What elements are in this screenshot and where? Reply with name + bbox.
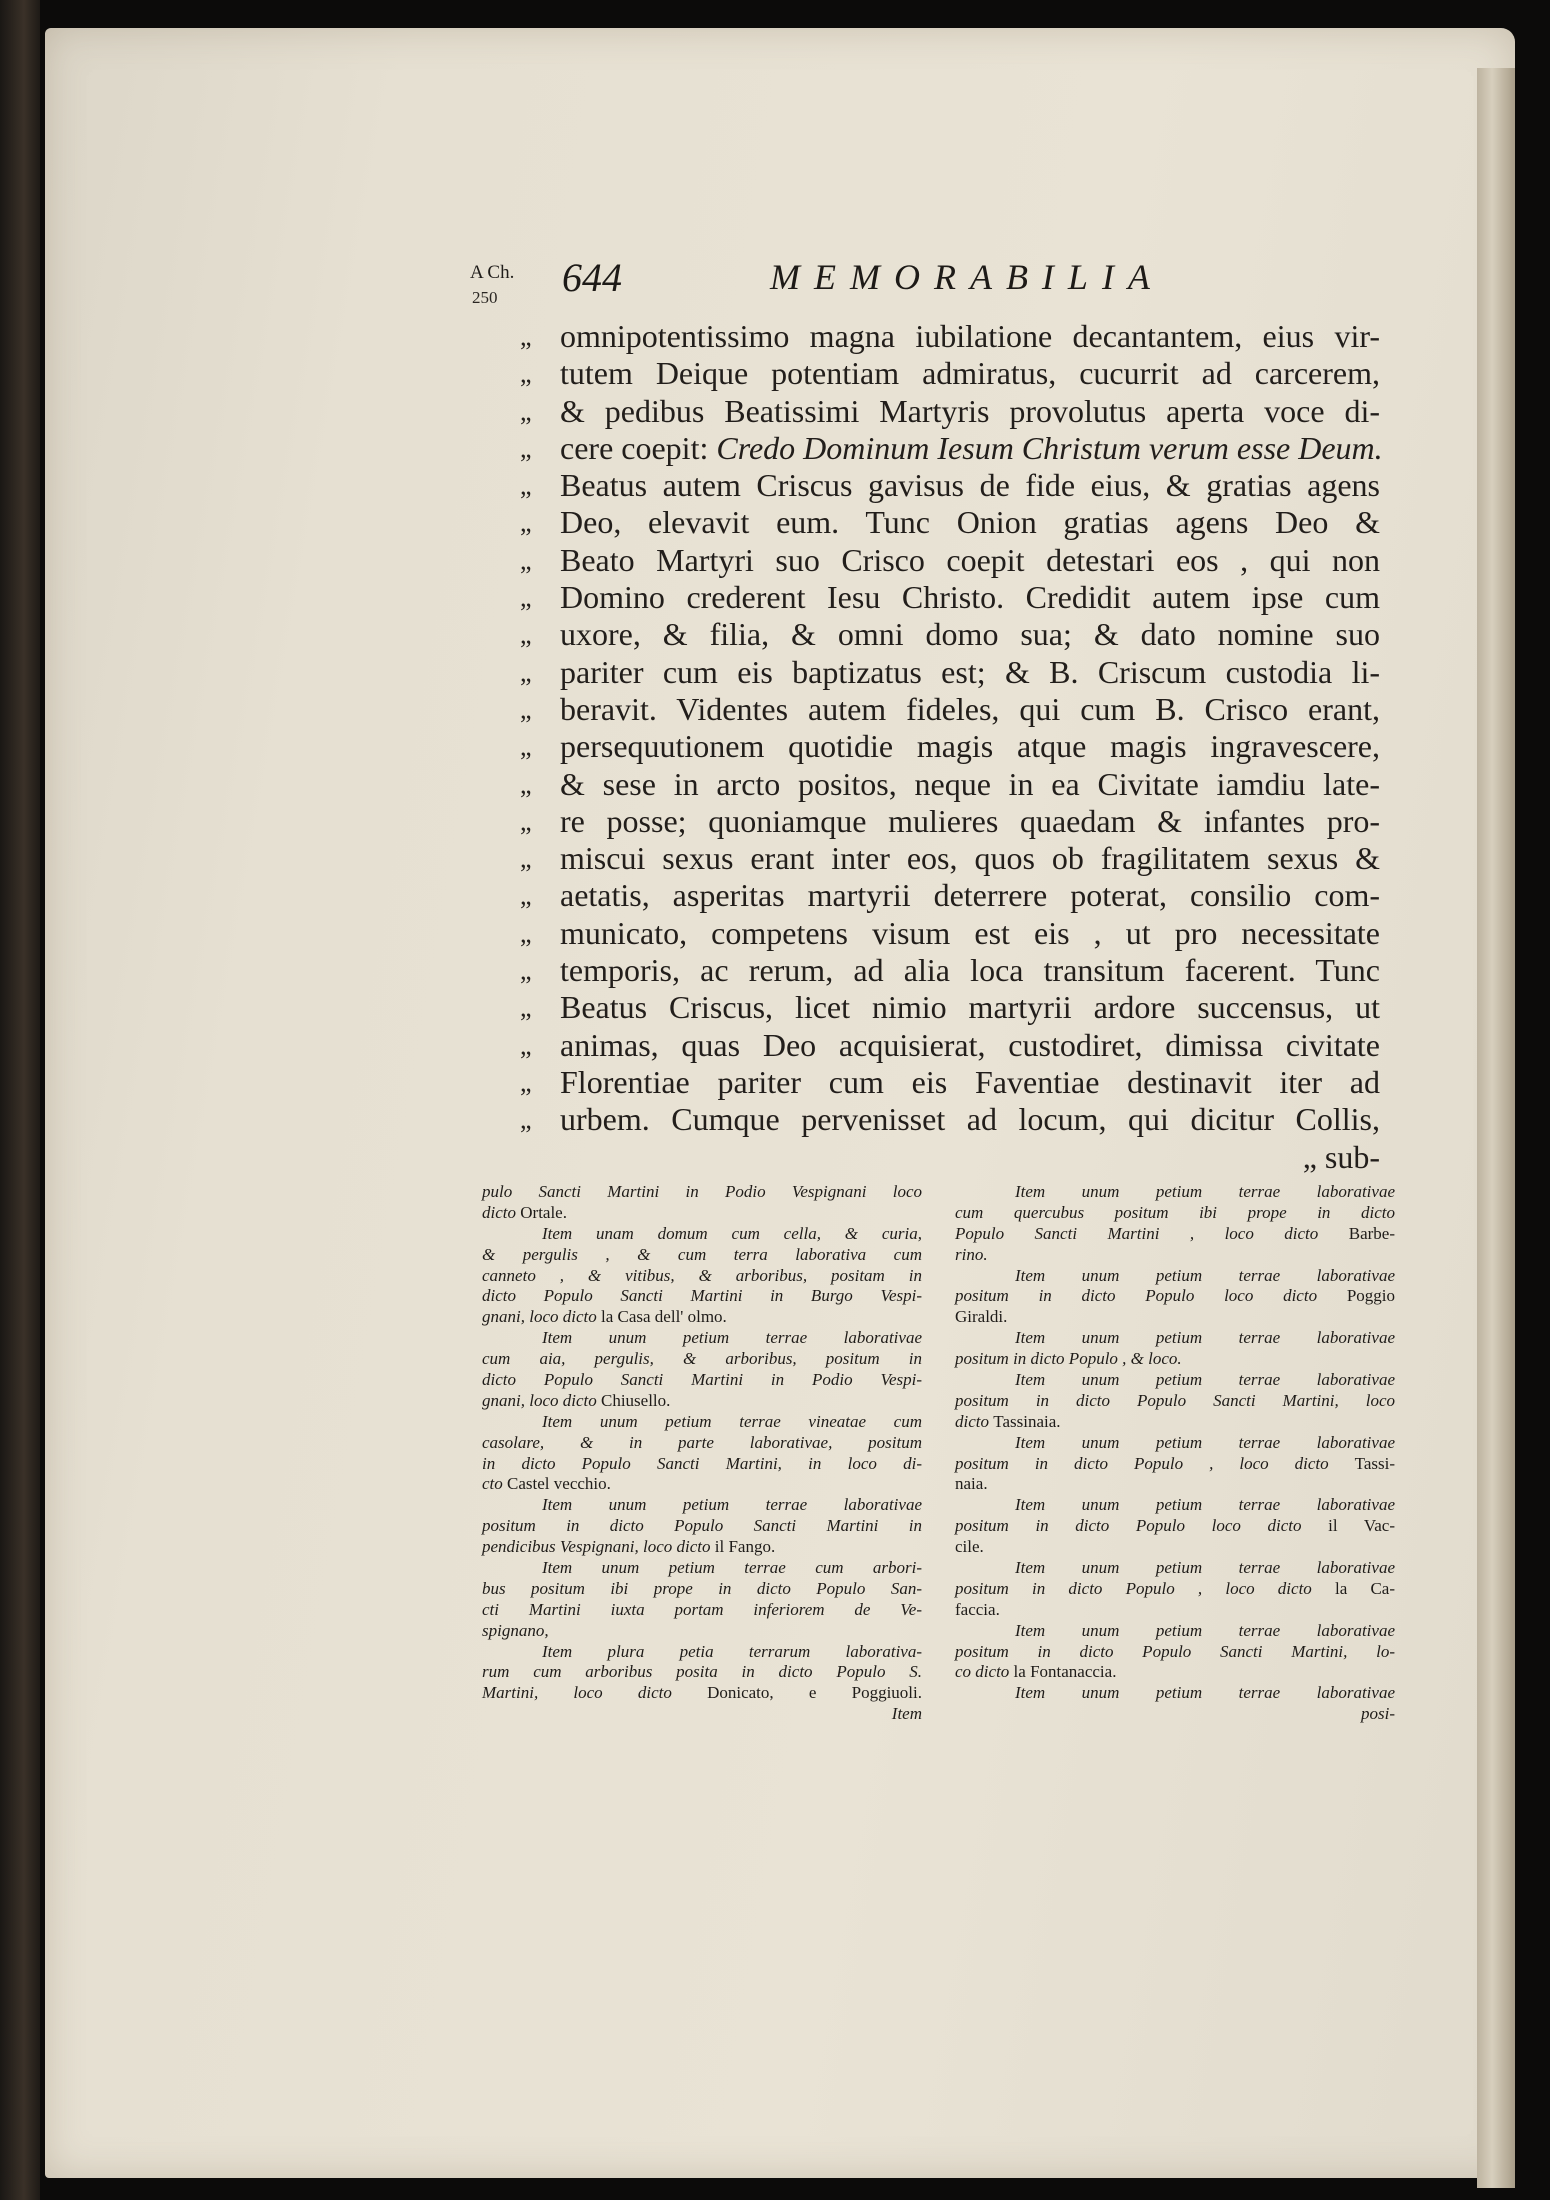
- place-name: il Fango.: [714, 1537, 776, 1557]
- footnote-line: [482, 1495, 922, 1516]
- line-text: Beato Martyri suo Crisco coepit detestari eos , qui non: [560, 541, 1380, 578]
- line-text: pariter cum eis baptizatus est; & B. Criscum custodia li-: [560, 653, 1380, 690]
- footnote-line: [955, 1642, 1395, 1663]
- footnote-text: positum in dicto Populo Sancti Martini in: [482, 1516, 922, 1536]
- footnote-line: [955, 1224, 1395, 1245]
- place-name: Tassi-: [1354, 1453, 1395, 1473]
- footnote-text: Item unum petium terrae cum arbori-: [542, 1558, 922, 1578]
- footnote-text: dicto Populo Sancti Martini in Podio Vespi-: [482, 1370, 922, 1390]
- footnote-line: [482, 1642, 922, 1663]
- footnote-line: [482, 1203, 922, 1224]
- footnote-text: dicto Populo Sancti Martini in Burgo Vespi-: [482, 1286, 922, 1306]
- quote-mark: „: [520, 322, 532, 351]
- footnote-line: [955, 1516, 1395, 1537]
- quote-mark: „: [520, 433, 532, 463]
- footnote-line: [955, 1307, 1395, 1328]
- footnote-line: [482, 1286, 922, 1307]
- line-text: Beatus Criscus, licet nimio martyrii ardore succensus, ut: [560, 989, 1380, 1026]
- next-page-edge: [1477, 68, 1515, 2188]
- footnote-line: [955, 1662, 1395, 1683]
- place-name: Poggio: [1346, 1286, 1395, 1306]
- main-text-line: [520, 393, 1380, 430]
- main-text-line: [520, 728, 1380, 765]
- footnote-line: [482, 1662, 922, 1683]
- footnote-line: [955, 1328, 1395, 1349]
- main-text-line: [520, 877, 1380, 914]
- line-text: persequutionem quotidie magis atque magis ingravescere,: [560, 728, 1380, 765]
- line-text: omnipotentissimo magna iubilatione decantantem, eius vir-: [560, 318, 1380, 354]
- footnote-line: [955, 1286, 1395, 1307]
- footnote-text: rum cum arboribus posita in dicto Populo S.: [482, 1662, 922, 1682]
- footnote-text: Item unum petium terrae laborativae: [1015, 1182, 1395, 1201]
- place-name: naia.: [955, 1474, 988, 1494]
- line-text: tutem Deique potentiam admiratus, cucurrit ad carcerem,: [560, 355, 1380, 392]
- line-text: animas, quas Deo acquisierat, custodiret, dimissa civitate: [560, 1026, 1380, 1063]
- footnote-text: gnani, loco dicto: [482, 1390, 601, 1410]
- main-text-line: [520, 1064, 1380, 1101]
- italic-quotation: Credo Dominum Iesum Christum verum esse Deum.: [716, 429, 1383, 466]
- footnote-line: [955, 1579, 1395, 1600]
- footnote-line: [482, 1412, 922, 1433]
- footnote-line: [482, 1224, 922, 1245]
- footnote-text: Martini, loco dicto: [482, 1683, 708, 1703]
- quote-mark: „: [520, 657, 532, 687]
- quote-mark: „: [520, 1067, 532, 1097]
- footnote-line: [482, 1683, 922, 1704]
- footnote-text: cum quercubus positum ibi prope in dicto: [955, 1202, 1395, 1222]
- footnote-text: Item unum petium terrae laborativae: [542, 1495, 922, 1515]
- quote-mark: „: [520, 732, 532, 762]
- footnote-text: in dicto Populo Sancti Martini, in loco di-: [482, 1453, 922, 1473]
- footnote-text: positum in dicto Populo Sancti Martini, lo-: [955, 1641, 1395, 1661]
- place-name: Tassinaia.: [993, 1411, 1061, 1431]
- main-text-line: [520, 467, 1380, 504]
- quote-mark: „: [520, 956, 532, 986]
- main-text-line: [520, 952, 1380, 989]
- quote-mark: „: [520, 583, 532, 613]
- footnote-text: Item unum petium terrae laborativae: [1015, 1265, 1395, 1285]
- place-name: Chiusello.: [600, 1390, 671, 1410]
- footnote-line: [955, 1454, 1395, 1475]
- main-text-line: [520, 803, 1380, 840]
- line-text: temporis, ac rerum, ad alia loca transitum facerent. Tunc: [560, 952, 1380, 989]
- footnote-line: [482, 1621, 922, 1642]
- quote-mark: „: [520, 359, 532, 389]
- place-name: cile.: [955, 1537, 984, 1557]
- main-text-line: [520, 1101, 1380, 1138]
- main-text-line: [520, 654, 1380, 691]
- quote-mark: „: [520, 806, 532, 836]
- footnote-text: bus positum ibi prope in dicto Populo San-: [482, 1578, 922, 1598]
- page-number: 644: [562, 255, 622, 300]
- quote-mark: „: [520, 694, 532, 724]
- footnote-catchword: [482, 1704, 922, 1725]
- footnote-text: posi-: [1361, 1704, 1395, 1724]
- quote-mark: „: [520, 881, 532, 911]
- footnote-text: cum aia, pergulis, & arboribus, positum in: [482, 1349, 922, 1369]
- main-text-line: [520, 915, 1380, 952]
- footnote-line: [482, 1558, 922, 1579]
- footnote-text: Item unam domum cum cella, & curia,: [542, 1223, 922, 1243]
- place-name: Donicato, e Poggiuoli.: [707, 1683, 922, 1703]
- footnotes-left-column: [482, 1182, 922, 1725]
- footnote-text: rino.: [955, 1244, 988, 1264]
- footnote-catchword: [955, 1704, 1395, 1725]
- place-name: Ortale.: [520, 1202, 567, 1222]
- footnote-text: positum in dicto Populo , loco dicto: [955, 1578, 1335, 1598]
- main-text-line: [520, 504, 1380, 541]
- footnote-line: [955, 1245, 1395, 1266]
- footnote-text: positum in dicto Populo , loco dicto: [955, 1453, 1355, 1473]
- line-text: Domino crederent Iesu Christo. Credidit autem ipse cum: [560, 579, 1380, 616]
- main-text-line: [520, 766, 1380, 803]
- footnote-line: [955, 1182, 1395, 1203]
- footnote-line: [955, 1266, 1395, 1287]
- footnote-text: casolare, & in parte laborativae, positum: [482, 1432, 922, 1452]
- quote-mark: „: [520, 993, 532, 1023]
- quote-mark: „: [520, 471, 532, 501]
- footnote-line: [482, 1454, 922, 1475]
- footnote-line: [482, 1370, 922, 1391]
- footnote-text: Item unum petium terrae laborativae: [1015, 1558, 1395, 1578]
- footnote-text: Item plura petia terrarum laborativa-: [542, 1641, 922, 1661]
- main-text-line: [520, 691, 1380, 728]
- quote-mark: „: [520, 620, 532, 650]
- footnote-line: [482, 1600, 922, 1621]
- footnote-text: positum in dicto Populo , & loco.: [955, 1349, 1182, 1369]
- quote-mark: „: [520, 508, 532, 538]
- footnote-text: cti Martini iuxta portam inferiorem de Ve-: [482, 1599, 922, 1619]
- line-text: cere coepit:: [560, 429, 717, 466]
- line-text: Deo, elevavit eum. Tunc Onion gratias agens Deo &: [560, 504, 1380, 541]
- main-text-line: [520, 429, 1383, 467]
- quote-mark: „: [520, 918, 532, 948]
- place-name: la Casa dell' olmo.: [600, 1307, 727, 1327]
- quote-mark: „: [520, 769, 532, 799]
- footnote-text: Item unum petium terrae vineatae cum: [542, 1411, 922, 1431]
- line-text: aetatis, asperitas martyrii deterrere poterat, consilio com-: [560, 877, 1380, 914]
- footnote-text: spignano,: [482, 1620, 549, 1640]
- footnote-line: [482, 1266, 922, 1287]
- footnotes-right-column: [955, 1182, 1395, 1725]
- quote-mark: „: [520, 844, 532, 874]
- footnote-line: [482, 1391, 922, 1412]
- footnote-text: Item unum petium terrae laborativae: [1015, 1328, 1395, 1348]
- footnote-text: Populo Sancti Martini , loco dicto: [955, 1223, 1349, 1243]
- main-text-line: [520, 355, 1380, 392]
- line-text: & pedibus Beatissimi Martyris provolutus aperta voce di-: [560, 392, 1380, 429]
- footnote-line: [482, 1328, 922, 1349]
- footnote-line: [955, 1433, 1395, 1454]
- quote-mark: „: [520, 545, 532, 575]
- main-text-column: [520, 318, 1383, 1176]
- footnote-text: co dicto: [955, 1662, 1014, 1682]
- footnote-text: Item unum petium terrae laborativae: [1015, 1432, 1395, 1452]
- line-text: re posse; quoniamque mulieres quaedam & infantes pro-: [560, 802, 1380, 839]
- footnote-line: [482, 1245, 922, 1266]
- place-name: il Vac-: [1328, 1516, 1395, 1536]
- main-text-line: [520, 616, 1380, 653]
- footnote-line: [955, 1495, 1395, 1516]
- line-text: Florentiae pariter cum eis Faventiae destinavit iter ad: [560, 1063, 1380, 1100]
- footnote-line: [955, 1600, 1395, 1621]
- footnote-line: [482, 1516, 922, 1537]
- footnote-line: [482, 1433, 922, 1454]
- footnote-line: [955, 1391, 1395, 1412]
- footnote-text: Item unum petium terrae laborativae: [1015, 1370, 1395, 1390]
- quote-mark: „: [520, 1105, 532, 1135]
- main-text-line: [520, 579, 1380, 616]
- footnote-line: [955, 1558, 1395, 1579]
- footnote-text: & pergulis , & cum terra laborativa cum: [482, 1244, 922, 1264]
- footnote-line: [955, 1621, 1395, 1642]
- footnote-text: Item unum petium terrae laborativae: [542, 1328, 922, 1348]
- footnote-line: [955, 1370, 1395, 1391]
- place-name: la Ca-: [1334, 1578, 1395, 1598]
- quote-mark: „: [520, 396, 532, 426]
- footnote-text: positum in dicto Populo loco dicto: [955, 1286, 1347, 1306]
- line-text: uxore, & filia, & omni domo sua; & dato nomine suo: [560, 616, 1380, 653]
- footnote-text: dicto: [955, 1411, 994, 1431]
- place-name: Giraldi.: [955, 1307, 1008, 1327]
- catchword: „ sub-: [1302, 1138, 1380, 1175]
- footnote-text: dicto: [482, 1202, 521, 1222]
- page-header: [470, 255, 1370, 312]
- footnote-text: positum in dicto Populo loco dicto: [955, 1516, 1329, 1536]
- footnote-line: [955, 1683, 1395, 1704]
- footnote-text: Item: [891, 1704, 922, 1724]
- line-text: Beatus autem Criscus gavisus de fide eius, & gratias agens: [560, 467, 1380, 504]
- footnote-text: pulo Sancti Martini in Podio Vespignani loco: [482, 1182, 922, 1201]
- footnote-text: Item unum petium terrae laborativae: [1015, 1495, 1395, 1515]
- footnote-text: Item unum petium terrae laborativae: [1015, 1683, 1395, 1703]
- main-text-line: [520, 542, 1380, 579]
- footnote-line: [482, 1182, 922, 1203]
- footnote-text: cto: [482, 1474, 508, 1494]
- footnote-line: [955, 1203, 1395, 1224]
- main-text-line: [520, 1027, 1380, 1064]
- footnote-line: [955, 1349, 1395, 1370]
- margin-anno-year: 250: [472, 288, 498, 307]
- footnote-line: [955, 1537, 1395, 1558]
- footnote-line: [482, 1579, 922, 1600]
- line-text: miscui sexus erant inter eos, quos ob fragilitatem sexus &: [560, 840, 1380, 877]
- footnote-line: [955, 1474, 1395, 1495]
- main-text-line: [520, 318, 1380, 355]
- footnote-line: [482, 1349, 922, 1370]
- place-name: Castel vecchio.: [507, 1474, 611, 1494]
- line-text: beravit. Videntes autem fideles, qui cum B. Crisco erant,: [560, 690, 1380, 727]
- footnote-text: canneto , & vitibus, & arboribus, positam in: [482, 1265, 922, 1285]
- place-name: faccia.: [955, 1599, 1000, 1619]
- footnote-text: Item unum petium terrae laborativae: [1015, 1620, 1395, 1640]
- footnote-line: [482, 1537, 922, 1558]
- quote-mark: „: [520, 1030, 532, 1060]
- place-name: Barbe-: [1348, 1223, 1395, 1243]
- line-text: municato, competens visum est eis , ut pro necessitate: [560, 914, 1380, 951]
- line-text: & sese in arcto positos, neque in ea Civitate iamdiu late-: [560, 765, 1380, 802]
- main-text-line: [520, 840, 1380, 877]
- running-title: MEMORABILIA: [770, 257, 1164, 297]
- line-text: urbem. Cumque pervenisset ad locum, qui dicitur Collis,: [560, 1101, 1380, 1138]
- footnote-line: [955, 1412, 1395, 1433]
- main-text-line: [520, 989, 1380, 1026]
- scan-edge-left: [0, 0, 40, 2200]
- footnote-text: gnani, loco dicto: [482, 1307, 601, 1327]
- footnote-text: positum in dicto Populo Sancti Martini, loco: [955, 1390, 1395, 1410]
- footnote-line: [482, 1307, 922, 1328]
- place-name: la Fontanaccia.: [1013, 1662, 1117, 1682]
- footnote-line: [482, 1474, 922, 1495]
- footnote-text: pendicibus Vespignani, loco dicto: [482, 1537, 715, 1557]
- margin-anno-label: A Ch.: [470, 262, 515, 283]
